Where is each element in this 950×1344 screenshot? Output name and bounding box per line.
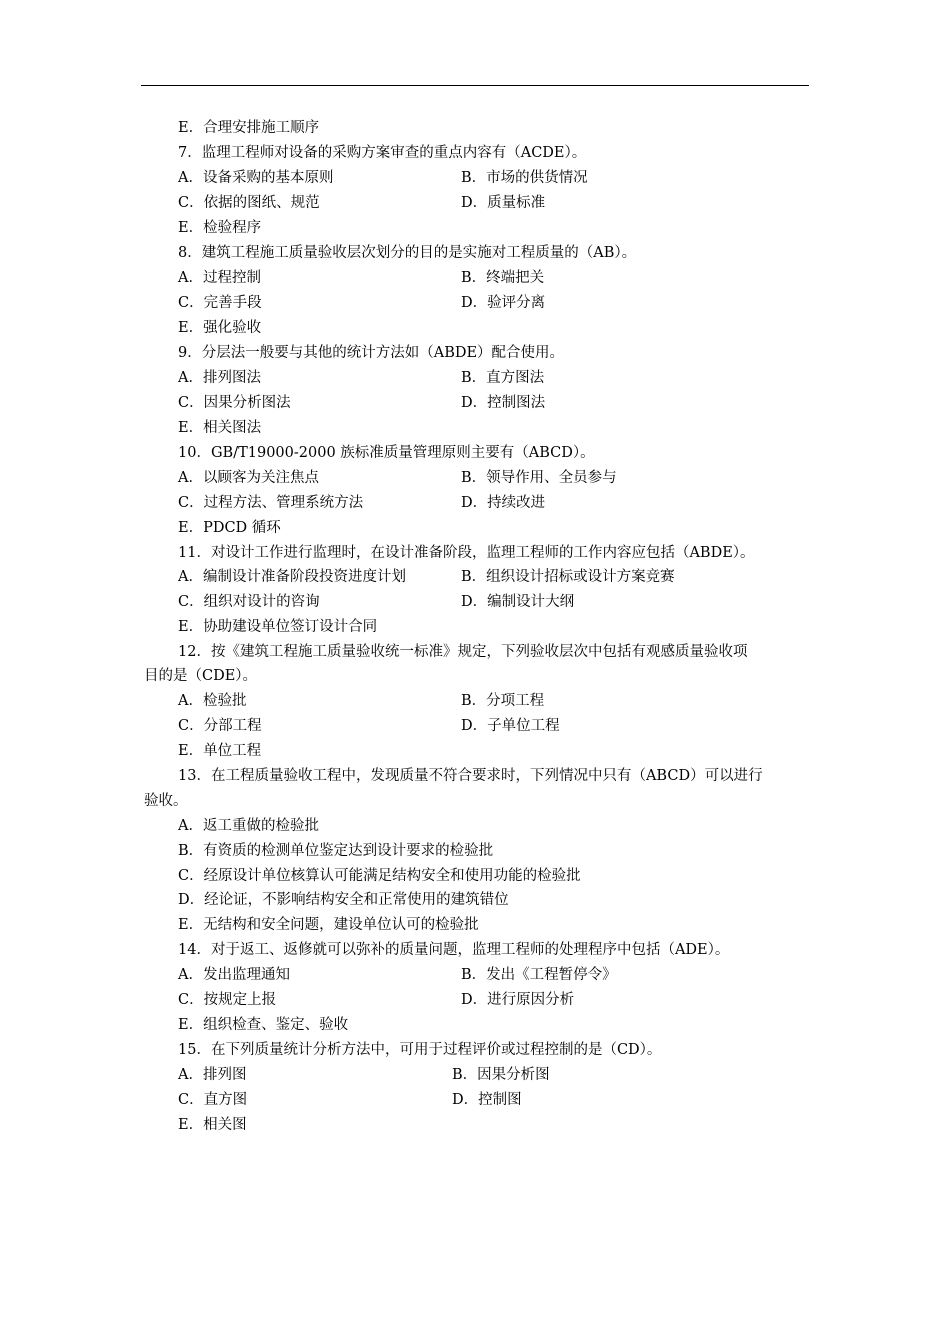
header-rule <box>141 85 809 86</box>
option-line: E．相关图 <box>178 1117 247 1133</box>
option-line: C．经原设计单位核算认可能满足结构安全和使用功能的检验批 <box>178 868 581 884</box>
option-line: A．返工重做的检验批 <box>178 818 319 834</box>
question-line: 8．建筑工程施工质量验收层次划分的目的是实施对工程质量的（AB）。 <box>178 245 637 261</box>
option-line: C．依据的图纸、规范 <box>178 195 320 211</box>
option-line: A．排列图法 <box>178 370 261 386</box>
question-line: 14．对于返工、返修就可以弥补的质量问题，监理工程师的处理程序中包括（ADE）。 <box>178 942 730 958</box>
option-line: B．有资质的检测单位鉴定达到设计要求的检验批 <box>178 843 494 859</box>
option-line: B．终端把关 <box>461 270 545 286</box>
option-line: A．以顾客为关注焦点 <box>178 470 319 486</box>
option-line: B．组织设计招标或设计方案竞赛 <box>461 569 675 585</box>
option-line: A．检验批 <box>178 693 247 709</box>
question-line: 9．分层法一般要与其他的统计方法如（ABDE）配合使用。 <box>178 345 565 361</box>
option-line: E．检验程序 <box>178 220 262 236</box>
question-line: 7．监理工程师对设备的采购方案审查的重点内容有（ACDE）。 <box>178 145 587 161</box>
question-line: 13．在工程质量验收工程中，发现质量不符合要求时，下列情况中只有（ABCD）可以进行 <box>178 768 763 784</box>
option-line: B．发出《工程暂停令》 <box>461 967 617 983</box>
option-line: E．协助建设单位签订设计合同 <box>178 619 378 635</box>
option-line: D．经论证，不影响结构安全和正常使用的建筑错位 <box>178 892 509 908</box>
option-line: A．编制设计准备阶段投资进度计划 <box>178 569 406 585</box>
option-line: D．验评分离 <box>461 295 546 311</box>
option-line: D．编制设计大纲 <box>461 594 575 610</box>
question-line: 10．GB/T19000-2000 族标准质量管理原则主要有（ABCD）。 <box>178 445 595 461</box>
option-line: B．领导作用、全员参与 <box>461 470 617 486</box>
option-line: B．分项工程 <box>461 693 545 709</box>
option-line: A．发出监理通知 <box>178 967 290 983</box>
option-line: D．进行原因分析 <box>461 992 575 1008</box>
option-line: E．单位工程 <box>178 743 262 759</box>
option-line: C．直方图 <box>178 1092 248 1108</box>
option-line: C．因果分析图法 <box>178 395 291 411</box>
option-line: C．按规定上报 <box>178 992 277 1008</box>
option-line: A．排列图 <box>178 1067 247 1083</box>
option-line: C．分部工程 <box>178 718 262 734</box>
question-line: 11．对设计工作进行监理时，在设计准备阶段，监理工程师的工作内容应包括（ABDE）。 <box>178 545 755 561</box>
option-line: B．直方图法 <box>461 370 545 386</box>
option-line: D．控制图法 <box>461 395 546 411</box>
question-line: 12．按《建筑工程施工质量验收统一标准》规定，下列验收层次中包括有观感质量验收项 <box>178 644 748 660</box>
question-line-continued: 验收。 <box>144 793 188 809</box>
option-line: A．过程控制 <box>178 270 261 286</box>
option-line: D．子单位工程 <box>461 718 560 734</box>
option-line: E．合理安排施工顺序 <box>178 120 320 136</box>
option-line: B．因果分析图 <box>452 1067 550 1083</box>
option-line: D．质量标准 <box>461 195 546 211</box>
option-line: E．无结构和安全问题，建设单位认可的检验批 <box>178 917 479 933</box>
option-line: E．PDCD 循环 <box>178 520 281 536</box>
option-line: D．持续改进 <box>461 495 546 511</box>
option-line: C．完善手段 <box>178 295 262 311</box>
option-line: B．市场的供货情况 <box>461 170 588 186</box>
option-line: C．过程方法、管理系统方法 <box>178 495 364 511</box>
question-line: 15．在下列质量统计分析方法中，可用于过程评价或过程控制的是（CD）。 <box>178 1042 662 1058</box>
option-line: C．组织对设计的咨询 <box>178 594 320 610</box>
option-line: A．设备采购的基本原则 <box>178 170 334 186</box>
option-line: E．组织检查、鉴定、验收 <box>178 1017 349 1033</box>
question-line-continued: 目的是（CDE）。 <box>144 668 258 684</box>
option-line: E．相关图法 <box>178 420 262 436</box>
option-line: D．控制图 <box>452 1092 522 1108</box>
option-line: E．强化验收 <box>178 320 262 336</box>
